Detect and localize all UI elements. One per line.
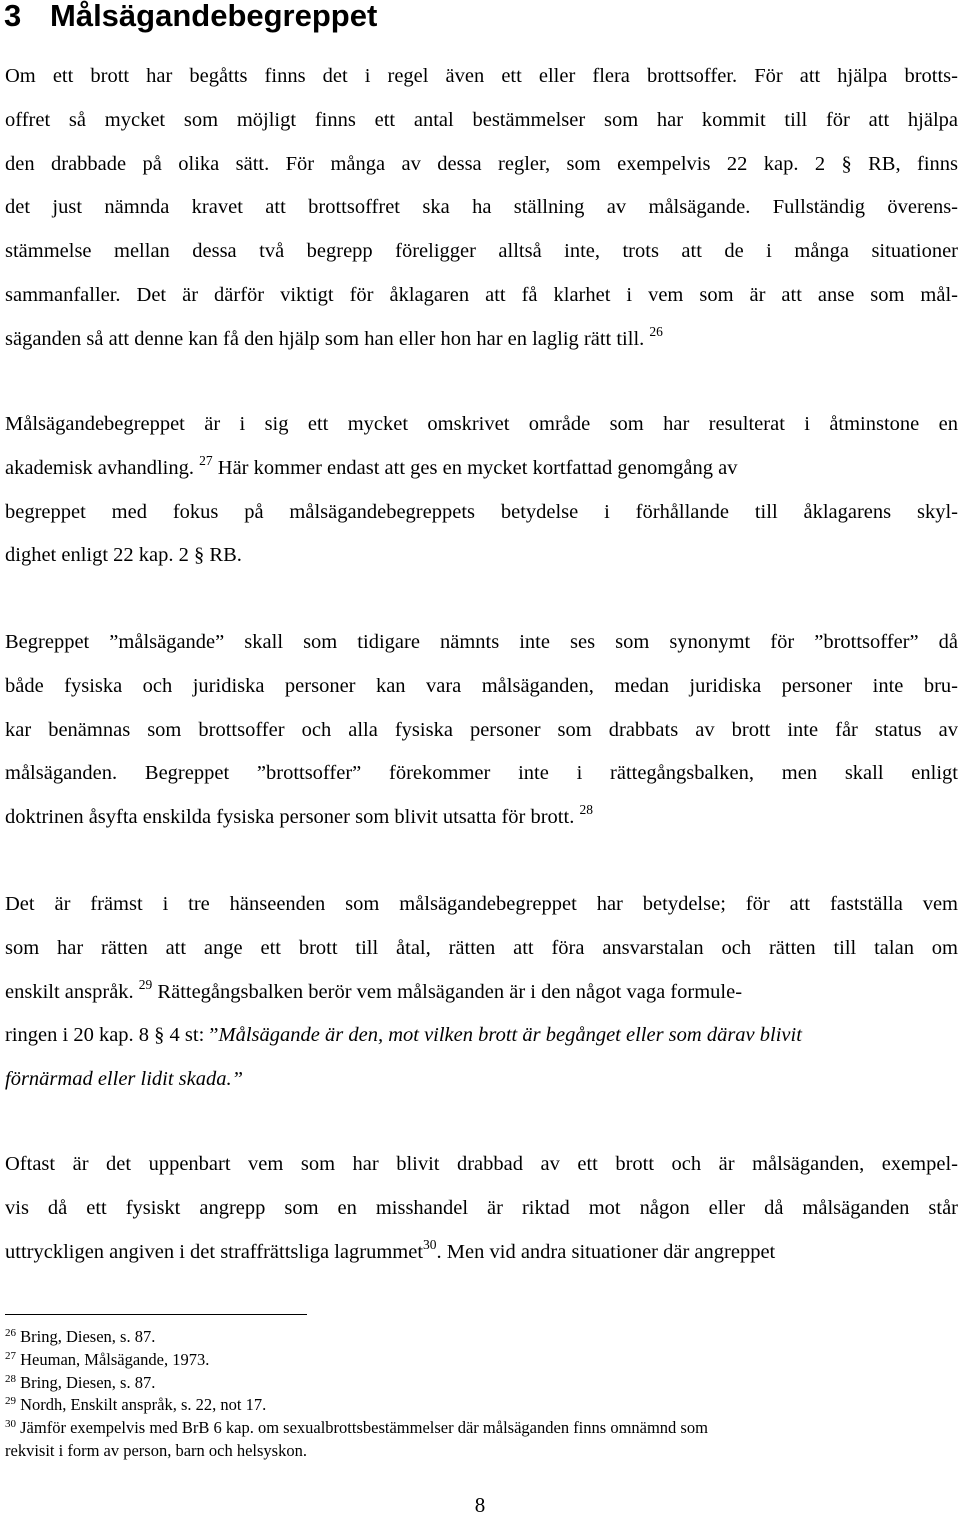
text-line	[5, 1058, 958, 1102]
text-run: Här kommer endast att ges en mycket kortfattad genomgång av	[212, 456, 738, 479]
text-run: ringen i 20 kap. 8 § 4 st: ”	[5, 1024, 219, 1047]
footnote-ref[interactable]: 30	[423, 1236, 437, 1252]
text-line: Begreppet ”målsägande” skall som tidigare nämnts inte ses som synonymt för ”brottsoffer” då	[5, 631, 958, 653]
footnote-item	[5, 1417, 958, 1440]
text-run: . Men vid andra situationer där angreppet	[436, 1240, 776, 1263]
text-line: Målsägandebegreppet är i sig ett mycket omskrivet område som har resulterat i åtminstone en	[5, 413, 958, 435]
footnote-item	[5, 1394, 958, 1417]
footnote-text: Bring, Diesen, s. 87.	[16, 1372, 156, 1392]
footnote-divider	[5, 1314, 307, 1315]
footnote-continuation: rekvisit i form av person, barn och helsyskon.	[5, 1440, 307, 1460]
footnote-number: 29	[5, 1395, 16, 1408]
footnote-ref[interactable]: 26	[649, 323, 663, 339]
footnote-text: Jämför exempelvis med BrB 6 kap. om sexualbrottsbestämmelser där målsäganden finns omnämnd som	[16, 1418, 708, 1438]
footnote-text: Heuman, Målsägande, 1973.	[16, 1349, 210, 1369]
footnote-number: 30	[5, 1418, 16, 1431]
text-line: sammanfaller. Det är därför viktigt för åklagaren att få klarhet i vem som är att anse som mål-	[5, 283, 958, 306]
text-line: målsäganden. Begreppet ”brottsoffer” förekommer inte i rättegångsbalken, men skall enligt	[5, 762, 958, 785]
section-title: Målsägandebegreppet	[50, 0, 378, 33]
text-line	[5, 318, 958, 362]
text-line: begreppet med fokus på målsägandebegreppets betydelse i förhållande till åklagarens skyl-	[5, 500, 958, 523]
text-run: akademisk avhandling.	[5, 456, 195, 479]
text-line	[5, 971, 958, 1015]
footnote-number: 26	[5, 1327, 16, 1339]
text-line: Om ett brott har begåtts finns det i regel även ett eller flera brottsoffer. För att hjälpa brotts-	[5, 65, 958, 87]
text-line: som har rätten att ange ett brott till åtal, rätten att föra ansvarstalan och rätten till talan om	[5, 936, 958, 959]
text-line: både fysiska och juridiska personer kan vara målsäganden, medan juridiska personer inte bru-	[5, 674, 958, 697]
text-line: stämmelse mellan dessa två begrepp föreligger alltså inte, trots att de i många situationer	[5, 240, 958, 263]
section-number: 3	[4, 0, 22, 33]
footnote-number: 28	[5, 1372, 16, 1385]
text-line: den drabbade på olika sätt. För många av dessa regler, som exempelvis 22 kap. 2 § RB, finns	[5, 152, 958, 175]
text-line: det just nämnda kravet att brottsoffret ska ha ställning av målsägande. Fullständig överens-	[5, 196, 958, 219]
text-run: Rättegångsbalken berör vem målsäganden är i den något vaga formule-	[152, 980, 743, 1003]
footnote-ref[interactable]: 27	[199, 452, 213, 468]
text-line: dighet enligt 22 kap. 2 § RB.	[5, 544, 242, 567]
footnote-ref[interactable]: 28	[579, 802, 593, 818]
section-heading	[4, 0, 377, 38]
text-run: doktrinen åsyfta enskilda fysiska personer som blivit utsatta för brott.	[5, 806, 575, 829]
paragraph-5	[5, 1143, 958, 1274]
footnote-text: Bring, Diesen, s. 87.	[16, 1327, 156, 1346]
text-line: vis då ett fysiskt angrepp som en misshandel är riktad mot någon eller då målsäganden står	[5, 1196, 958, 1219]
text-line	[5, 1231, 958, 1275]
text-line: Oftast är det uppenbart vem som har blivit drabbad av ett brott och är målsäganden, exempel-	[5, 1153, 958, 1175]
paragraph-4	[5, 883, 958, 1102]
footnote-item	[5, 1372, 958, 1395]
paragraph-3	[5, 621, 958, 840]
paragraph-1	[5, 55, 958, 362]
text-line: kar benämnas som brottsoffer och alla fysiska personer som drabbats av brott inte får status av	[5, 718, 958, 741]
text-run: säganden så att denne kan få den hjälp som han eller hon har en laglig rätt till.	[5, 327, 645, 350]
text-line	[5, 447, 958, 491]
footnote-item	[5, 1349, 958, 1372]
quoted-statute: Målsägande är den, mot vilken brott är begånget eller som därav blivit	[218, 1024, 802, 1047]
text-line	[5, 796, 958, 840]
text-run: uttryckligen angiven i det straffrättsliga lagrummet	[5, 1240, 424, 1263]
footnote-item	[5, 1326, 958, 1349]
page-number: 8	[474, 1493, 486, 1517]
footnote-ref[interactable]: 29	[138, 976, 153, 992]
text-line	[5, 1014, 958, 1058]
text-line: offret så mycket som möjligt finns ett antal bestämmelser som har kommit till för att hjälpa	[5, 108, 958, 131]
text-run: enskilt anspråk.	[5, 980, 134, 1003]
quoted-statute: förnärmad eller lidit skada.”	[5, 1068, 244, 1091]
footnotes	[5, 1326, 958, 1463]
footnote-number: 27	[5, 1349, 16, 1362]
paragraph-2	[5, 403, 958, 578]
footnote-text: Nordh, Enskilt anspråk, s. 22, not 17.	[16, 1395, 267, 1415]
text-line: Det är främst i tre hänseenden som målsägandebegreppet har betydelse; för att fastställa vem	[5, 893, 958, 915]
